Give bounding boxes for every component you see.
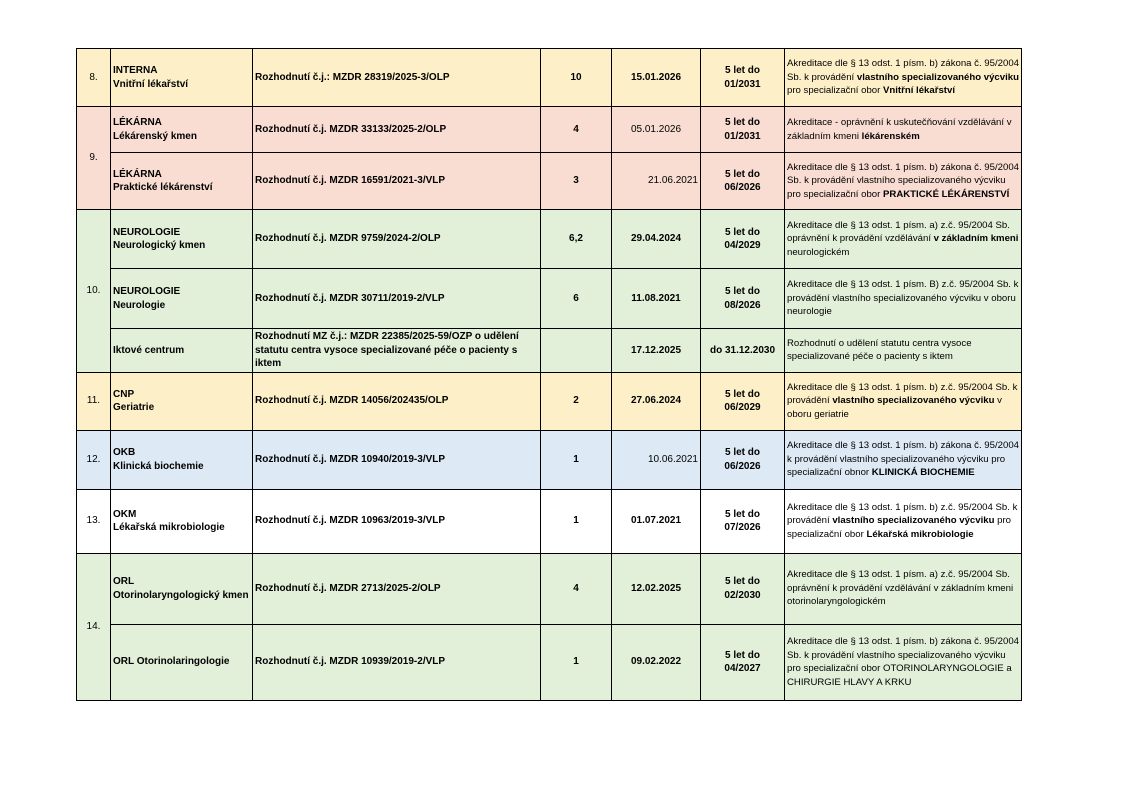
specialization-name: Vnitřní lékařství xyxy=(113,78,189,90)
description-cell xyxy=(785,269,1022,329)
desc-text: Akreditace dle § 13 odst. 1 písm. b) zákona č. 95/2004 Sb. k provádění xyxy=(787,58,1019,83)
specialization-name: Neurologie xyxy=(113,299,166,311)
date-cell: 05.01.2026 xyxy=(612,107,701,153)
row-number: 9. xyxy=(77,107,111,210)
desc-text: Rozhodnutí o udělení statutu centra vysoce specializované péče o pacienty s iktem xyxy=(787,337,972,363)
department-name: ORL Otorinolaringologie xyxy=(113,656,230,668)
desc-bold-text: Lékařská mikrobiologie xyxy=(866,528,974,540)
desc-text: Akreditace - oprávnění k uskutečňování vzdělávání v základním kmeni xyxy=(787,117,1012,142)
department-cell xyxy=(111,329,253,373)
date-cell: 15.01.2026 xyxy=(612,49,701,107)
count-cell: 1 xyxy=(541,624,612,700)
row-number: 14. xyxy=(77,553,111,700)
count-cell: 3 xyxy=(541,153,612,210)
row-number: 13. xyxy=(77,489,111,553)
validity-cell xyxy=(701,372,785,430)
date-cell: 21.06.2021 xyxy=(612,153,701,210)
validity-cell xyxy=(701,624,785,700)
desc-text: Akreditace dle § 13 odst. 1 písm. a) z.č. 95/2004 Sb. oprávnění k provádění vzdělávání xyxy=(787,219,1010,245)
row-number: 8. xyxy=(77,49,111,107)
department-cell xyxy=(111,489,253,553)
desc-bold-text: vlastního specializovaného výcviku xyxy=(856,71,1019,83)
department-cell xyxy=(111,553,253,624)
desc-text: Akreditace dle § 13 odst. 1 písm. b) z.č. 95/2004 Sb. k provádění xyxy=(787,381,1018,407)
row-number: 10. xyxy=(77,210,111,373)
department-name: LÉKÁRNA xyxy=(113,168,162,180)
desc-text: Akreditace dle § 13 odst. 1 písm. b) zákona č. 95/2004 Sb. k provádění vlastního specializovaného výcviku pro specializační obor xyxy=(787,161,1019,200)
validity-line: 5 let do xyxy=(724,649,760,661)
validity-line: 5 let do xyxy=(724,168,760,180)
validity-cell xyxy=(701,210,785,269)
validity-line: 04/2029 xyxy=(724,240,761,251)
count-cell: 1 xyxy=(541,430,612,489)
validity-line: 5 let do xyxy=(724,226,760,238)
date-cell: 12.02.2025 xyxy=(612,553,701,624)
validity-line: 06/2026 xyxy=(724,460,761,472)
validity-line: 02/2030 xyxy=(724,589,761,601)
count-cell: 2 xyxy=(541,372,612,430)
table-row xyxy=(77,107,1022,153)
description-cell xyxy=(785,624,1022,700)
decision-cell: Rozhodnutí č.j. MZDR 30711/2019-2/VLP xyxy=(253,269,541,329)
validity-line: do 31.12.2030 xyxy=(709,344,776,356)
validity-line: 08/2026 xyxy=(724,299,761,311)
date-cell: 17.12.2025 xyxy=(612,329,701,373)
decision-cell: Rozhodnutí č.j.: MZDR 28319/2025-3/OLP xyxy=(253,49,541,107)
specialization-name: Lékárenský kmen xyxy=(113,130,197,142)
department-name: Iktové centrum xyxy=(113,344,185,356)
desc-text: v oboru geriatrie xyxy=(787,395,1002,420)
date-cell: 29.04.2024 xyxy=(612,210,701,269)
decision-cell: Rozhodnutí č.j. MZDR 2713/2025-2/OLP xyxy=(253,553,541,624)
department-cell xyxy=(111,49,253,107)
department-name: NEUROLOGIE xyxy=(113,226,181,238)
department-name: OKB xyxy=(113,447,136,458)
validity-cell xyxy=(701,430,785,489)
validity-cell xyxy=(701,107,785,153)
table-row xyxy=(77,624,1022,700)
validity-line: 5 let do xyxy=(724,576,760,587)
description-cell xyxy=(785,553,1022,624)
validity-line: 5 let do xyxy=(724,508,760,520)
table-row xyxy=(77,329,1022,373)
table-row xyxy=(77,210,1022,269)
decision-cell: Rozhodnutí č.j. MZDR 10963/2019-3/VLP xyxy=(253,489,541,553)
specialization-name: Klinická biochemie xyxy=(113,460,204,472)
description-cell xyxy=(785,153,1022,210)
count-cell: 4 xyxy=(541,107,612,153)
validity-line: 01/2031 xyxy=(724,130,761,142)
validity-line: 5 let do xyxy=(724,388,760,400)
row-number: 11. xyxy=(77,372,111,430)
department-name: ORL xyxy=(113,576,135,587)
specialization-name: Otorinolaryngologický kmen xyxy=(113,589,249,601)
table-row xyxy=(77,553,1022,624)
specialization-name: Praktické lékárenství xyxy=(113,182,213,193)
count-cell xyxy=(541,329,612,373)
date-cell: 01.07.2021 xyxy=(612,489,701,553)
desc-text: Akreditace dle § 13 odst. 1 písm. b) zákona č. 95/2004 k provádění vlastního specializovaného výcviku pro specializační obnor xyxy=(787,440,1019,479)
desc-bold-text: KLINICKÁ BIOCHEMIE xyxy=(871,467,975,479)
desc-text: Akreditace dle § 13 odst. 1 písm. b) zákona č. 95/2004 Sb. k provádění vlastního specializovaného výcviku pro specializační obor OTORINOLARYNGOLOGIE a CHIRURGIE HLAVY A KRKU xyxy=(787,636,1019,688)
description-cell xyxy=(785,107,1022,153)
validity-line: 06/2026 xyxy=(724,182,761,193)
desc-text: pro specializační obor xyxy=(787,85,883,97)
department-name: INTERNA xyxy=(113,65,158,76)
description-cell xyxy=(785,372,1022,430)
validity-line: 07/2026 xyxy=(724,522,761,533)
desc-text: Akreditace dle § 13 odst. 1 písm. B) z.č. 95/2004 Sb. k provádění vlastního specializovaného výcviku v oboru neurologie xyxy=(787,279,1019,318)
validity-line: 01/2031 xyxy=(724,78,761,90)
desc-text: neurologickém xyxy=(787,246,850,258)
description-cell xyxy=(785,430,1022,489)
desc-text: pro specializační obor xyxy=(787,515,1011,540)
count-cell: 6,2 xyxy=(541,210,612,269)
date-cell: 09.02.2022 xyxy=(612,624,701,700)
validity-line: 5 let do xyxy=(724,65,760,76)
decision-cell: Rozhodnutí MZ č.j.: MZDR 22385/2025-59/OZP o udělení statutu centra vysoce specializované péče o pacienty s iktem xyxy=(253,329,541,373)
department-name: CNP xyxy=(113,388,135,400)
specialization-name: Geriatrie xyxy=(113,402,155,413)
desc-text: Akreditace dle § 13 odst. 1 písm. a) z.č. 95/2004 Sb. oprávnění k provádění vzdělávání v základním kmeni otorinolaryngologickém xyxy=(787,569,1014,608)
date-cell: 10.06.2021 xyxy=(612,430,701,489)
decision-cell: Rozhodnutí č.j. MZDR 10939/2019-2/VLP xyxy=(253,624,541,700)
department-cell xyxy=(111,430,253,489)
specialization-name: Neurologický kmen xyxy=(113,240,206,251)
validity-line: 06/2029 xyxy=(724,402,761,413)
date-cell: 11.08.2021 xyxy=(612,269,701,329)
desc-bold-text: v základním kmeni xyxy=(933,233,1019,245)
desc-text: Akreditace dle § 13 odst. 1 písm. b) z.č. 95/2004 Sb. k provádění xyxy=(787,501,1018,527)
count-cell: 10 xyxy=(541,49,612,107)
description-cell xyxy=(785,329,1022,373)
table-row xyxy=(77,430,1022,489)
department-cell xyxy=(111,372,253,430)
desc-bold-text: vlastního specializovaného výcviku xyxy=(832,515,995,527)
department-cell xyxy=(111,153,253,210)
desc-bold-text: Vnitřní lékařství xyxy=(883,85,955,97)
specialization-name: Lékařská mikrobiologie xyxy=(113,522,225,533)
description-cell xyxy=(785,210,1022,269)
table-row xyxy=(77,269,1022,329)
decision-cell: Rozhodnutí č.j. MZDR 16591/2021-3/VLP xyxy=(253,153,541,210)
table-row xyxy=(77,489,1022,553)
desc-bold-text: PRAKTICKÉ LÉKÁRENSTVÍ xyxy=(883,188,1010,200)
validity-cell xyxy=(701,269,785,329)
table-row xyxy=(77,49,1022,107)
department-cell xyxy=(111,107,253,153)
department-name: NEUROLOGIE xyxy=(113,286,181,297)
validity-line: 04/2027 xyxy=(724,663,761,674)
validity-line: 5 let do xyxy=(724,447,760,458)
row-number: 12. xyxy=(77,430,111,489)
validity-cell xyxy=(701,49,785,107)
validity-cell xyxy=(701,553,785,624)
validity-cell xyxy=(701,329,785,373)
department-name: OKM xyxy=(113,508,137,520)
description-cell xyxy=(785,489,1022,553)
count-cell: 1 xyxy=(541,489,612,553)
department-cell xyxy=(111,210,253,269)
decision-cell: Rozhodnutí č.j. MZDR 14056/202435/OLP xyxy=(253,372,541,430)
validity-line: 5 let do xyxy=(724,117,760,128)
validity-cell xyxy=(701,153,785,210)
validity-line: 5 let do xyxy=(724,286,760,297)
decision-cell: Rozhodnutí č.j. MZDR 33133/2025-2/OLP xyxy=(253,107,541,153)
desc-bold-text: lékárenském xyxy=(861,130,920,142)
table-row xyxy=(77,372,1022,430)
decision-cell: Rozhodnutí č.j. MZDR 10940/2019-3/VLP xyxy=(253,430,541,489)
department-cell xyxy=(111,624,253,700)
date-cell: 27.06.2024 xyxy=(612,372,701,430)
count-cell: 4 xyxy=(541,553,612,624)
description-cell xyxy=(785,49,1022,107)
validity-cell xyxy=(701,489,785,553)
count-cell: 6 xyxy=(541,269,612,329)
department-name: LÉKÁRNA xyxy=(113,117,162,128)
table-row xyxy=(77,153,1022,210)
department-cell xyxy=(111,269,253,329)
accreditation-table xyxy=(76,48,1022,701)
desc-bold-text: vlastního specializovaného výcviku xyxy=(832,395,995,407)
decision-cell: Rozhodnutí č.j. MZDR 9759/2024-2/OLP xyxy=(253,210,541,269)
